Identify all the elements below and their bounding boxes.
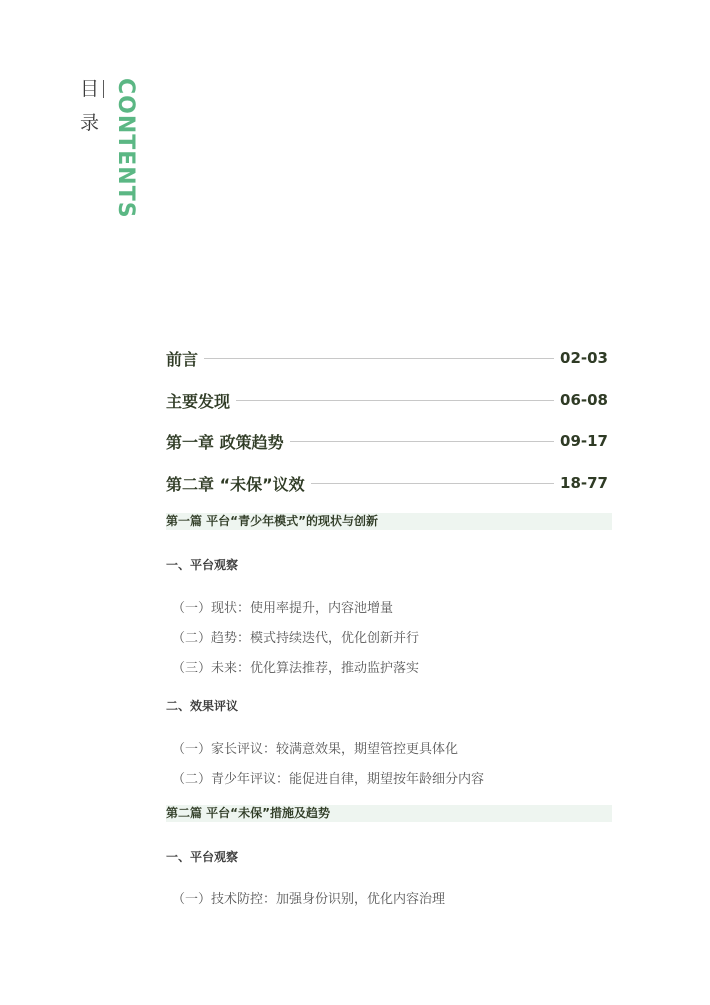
toc-leader-line [236, 400, 554, 401]
toc-entry-title: 前言 [166, 349, 199, 369]
toc-entry-preface[interactable] [166, 346, 608, 370]
header-divider [103, 80, 104, 98]
toc-entry-pages: 02-03 [560, 349, 608, 367]
header-title-zh [80, 78, 99, 146]
toc-entry-chapter-2[interactable] [166, 471, 608, 495]
toc-subitem[interactable]: （一）技术防控：加强身份识别，优化内容治理 [172, 892, 446, 907]
toc-leader-line [290, 441, 554, 442]
toc-section-title[interactable]: 二、效果评议 [166, 699, 239, 713]
toc-part-2-title[interactable]: 第二篇 平台“未保”措施及趋势 [166, 805, 612, 822]
toc-entry-title: 第二章 “未保”议效 [166, 474, 305, 494]
header-title-en: CONTENTS [113, 78, 138, 219]
toc-subitem[interactable]: （二）青少年评议：能促进自律，期望按年龄细分内容 [172, 772, 485, 787]
toc-part-1-title[interactable]: 第一篇 平台“青少年模式”的现状与创新 [166, 513, 612, 530]
toc-entry-pages: 09-17 [560, 432, 608, 450]
toc-entry-pages: 18-77 [560, 474, 608, 492]
toc-subitem[interactable]: （一）现状：使用率提升，内容池增量 [172, 601, 394, 616]
toc-entry-pages: 06-08 [560, 391, 608, 409]
toc-section-title[interactable]: 一、平台观察 [166, 558, 239, 572]
toc-entry-chapter-1[interactable] [166, 429, 608, 453]
toc-entry-title: 主要发现 [166, 391, 231, 411]
toc-section-title[interactable]: 一、平台观察 [166, 850, 239, 864]
toc-subitem[interactable]: （一）家长评议：较满意效果，期望管控更具体化 [172, 742, 459, 757]
toc-entry-title: 第一章 政策趋势 [166, 432, 284, 452]
toc-entry-findings[interactable] [166, 388, 608, 412]
toc-leader-line [311, 483, 554, 484]
toc-leader-line [204, 358, 554, 359]
header-char-2: 录 [80, 112, 100, 134]
header-char-1: 目 [80, 78, 100, 100]
toc-subitem[interactable]: （三）未来：优化算法推荐，推动监护落实 [172, 661, 420, 676]
toc-subitem[interactable]: （二）趋势：模式持续迭代，优化创新并行 [172, 631, 420, 646]
